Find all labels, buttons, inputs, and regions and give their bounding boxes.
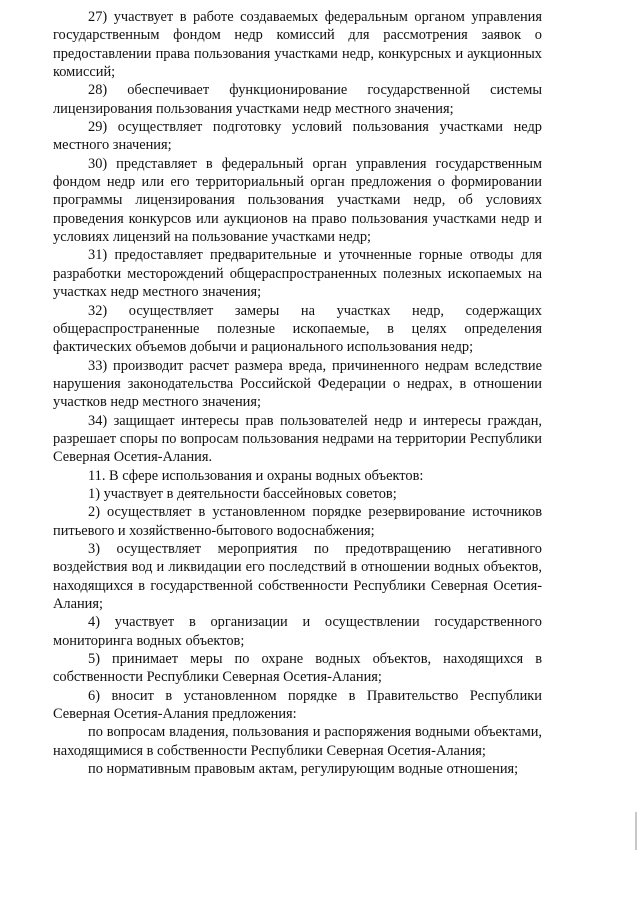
paragraph-item-1: 1) участвует в деятельности бассейновых советов; bbox=[88, 485, 397, 502]
paragraph-item-31: 31) предоставляет предварительные и уточненные горные отводы для разработки месторождений общераспространенных полезных ископаемых на участках недр местного значения; bbox=[53, 247, 542, 301]
paragraph-item-33: 33) производит расчет размера вреда, причиненного недрам вследствие нарушения законодательства Российской Федерации о недрах, в отношении участков недр местного значения; bbox=[53, 357, 542, 411]
paragraph-item-32: 32) осуществляет замеры на участках недр, содержащих общераспространенные полезные ископаемые, в целях определения фактических объемов добычи и рационального использования недр; bbox=[53, 302, 542, 356]
paragraph-item-4: 4) участвует в организации и осуществлении государственного мониторинга водных объектов; bbox=[53, 614, 542, 649]
paragraph-item-27: 27) участвует в работе создаваемых федеральным органом управления государственным фондом недр комиссий для рассмотрения заявок о предоставлении права пользования участками недр, конкурсных и аукционных комиссий; bbox=[53, 9, 542, 81]
paragraph-item-3: 3) осуществляет мероприятия по предотвращению негативного воздействия вод и ликвидации его последствий в отношении водных объектов, находящихся в государственной собственности Республики Северная Осетия-Алания; bbox=[53, 540, 542, 612]
section-heading-11: 11. В сфере использования и охраны водных объектов: bbox=[88, 467, 424, 484]
paragraph-item-30: 30) представляет в федеральный орган управления государственным фондом недр или его территориальный орган предложения о формировании программы лицензирования пользования участками недр, об условиях проведения конкурсов или аукционов на право пользования участками недр и условиях лицензий на пользование участками недр; bbox=[53, 155, 542, 246]
paragraph-subitem-regulation: по нормативным правовым актам, регулирующим водные отношения; bbox=[88, 761, 519, 778]
paragraph-item-28: 28) обеспечивает функционирование государственной системы лицензирования пользования участками недр местного значения; bbox=[53, 82, 542, 117]
paragraph-subitem-ownership: по вопросам владения, пользования и распоряжения водными объектами, находящимися в собственности Республики Северная Осетия-Алания; bbox=[53, 724, 542, 759]
paragraph-item-29: 29) осуществляет подготовку условий пользования участками недр местного значения; bbox=[53, 119, 542, 154]
paragraph-item-5: 5) принимает меры по охране водных объектов, находящихся в собственности Республики Северная Осетия-Алания; bbox=[53, 651, 542, 686]
paragraph-item-6: 6) вносит в установленном порядке в Правительство Республики Северная Осетия-Алания предложения: bbox=[53, 687, 542, 723]
paragraph-item-34: 34) защищает интересы прав пользователей недр и интересы граждан, разрешает споры по вопросам пользования недрами на территории Республики Северная Осетия-Алания. bbox=[53, 412, 542, 466]
document-body bbox=[53, 8, 542, 778]
scan-edge-mark bbox=[635, 812, 637, 850]
paragraph-item-2: 2) осуществляет в установленном порядке резервирование источников питьевого и хозяйственно-бытового водоснабжения; bbox=[53, 504, 542, 539]
